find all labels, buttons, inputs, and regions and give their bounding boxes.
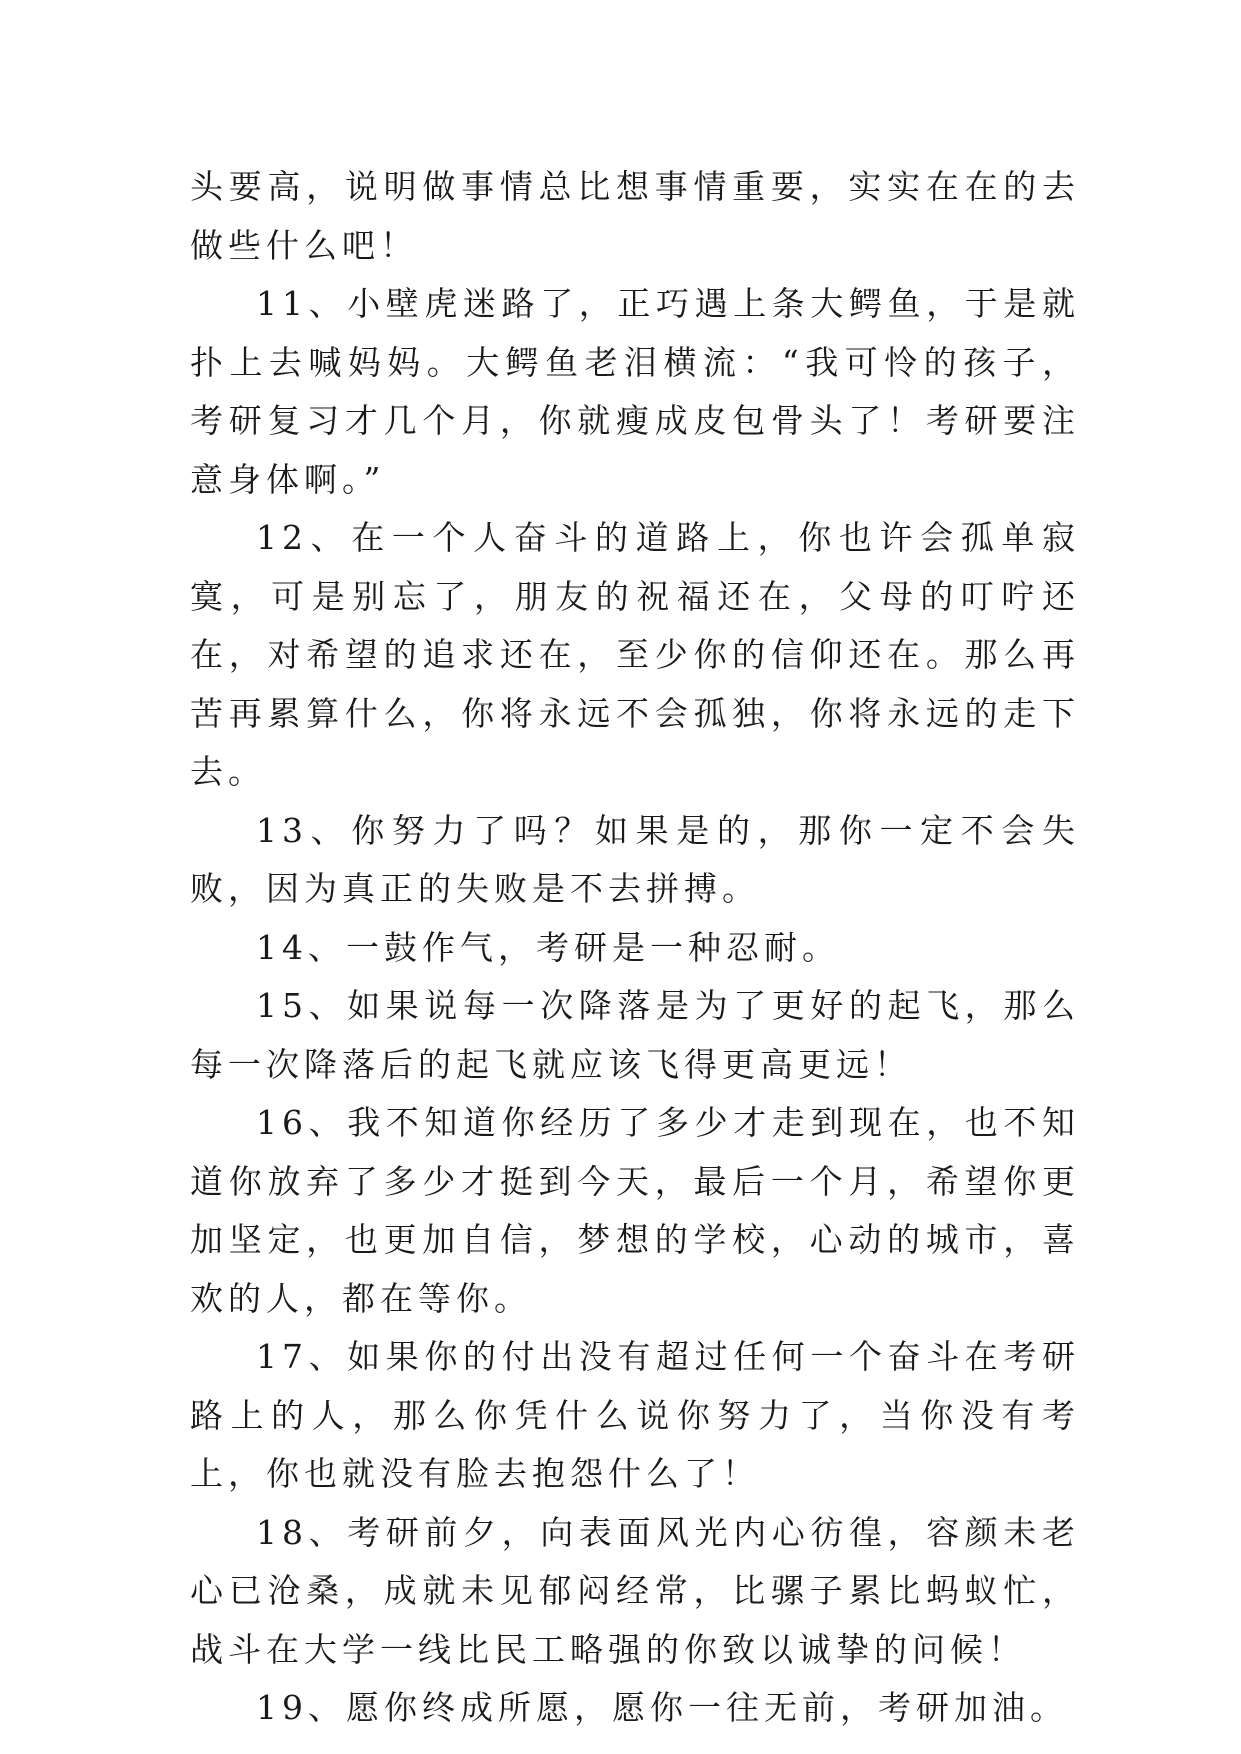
paragraph-continuation: 头要高，说明做事情总比想事情重要，实实在在的去做些什么吧！ [190, 167, 1080, 265]
paragraph-12: 12、在一个人奋斗的道路上，你也许会孤单寂寞，可是别忘了，朋友的祝福还在，父母的叮咛还在，对希望的追求还在，至少你的信仰还在。那么再苦再累算什么，你将永远不会孤独，你将永远的走下去。 [190, 518, 1080, 791]
paragraph-18: 18、考研前夕，向表面风光内心彷徨，容颜未老心已沧桑，成就未见郁闷经常，比骡子累比蚂蚁忙，战斗在大学一线比民工略强的你致以诚挚的问候！ [190, 1512, 1080, 1669]
paragraph-17: 17、如果你的付出没有超过任何一个奋斗在考研路上的人，那么你凭什么说你努力了，当你没有考上，你也就没有脸去抱怨什么了！ [190, 1337, 1080, 1493]
document-body [190, 158, 1080, 1738]
paragraph-13: 13、你努力了吗？如果是的，那你一定不会失败，因为真正的失败是不去拼搏。 [190, 810, 1080, 908]
paragraph-16: 16、我不知道你经历了多少才走到现在，也不知道你放弃了多少才挺到今天，最后一个月，希望你更加坚定，也更加自信，梦想的学校，心动的城市，喜欢的人，都在等你。 [190, 1103, 1080, 1318]
paragraph-19: 19、愿你终成所愿，愿你一往无前，考研加油。 [256, 1688, 1068, 1727]
paragraph-14: 14、一鼓作气，考研是一种忍耐。 [256, 927, 840, 967]
paragraph-15: 15、如果说每一次降落是为了更好的起飞，那么每一次降落后的起飞就应该飞得更高更远！ [190, 986, 1080, 1084]
paragraph-11: 11、小壁虎迷路了，正巧遇上条大鳄鱼，于是就扑上去喊妈妈。大鳄鱼老泪横流：“我可怜的孩子，考研复习才几个月，你就瘦成皮包骨头了！考研要注意身体啊。” [190, 284, 1080, 499]
